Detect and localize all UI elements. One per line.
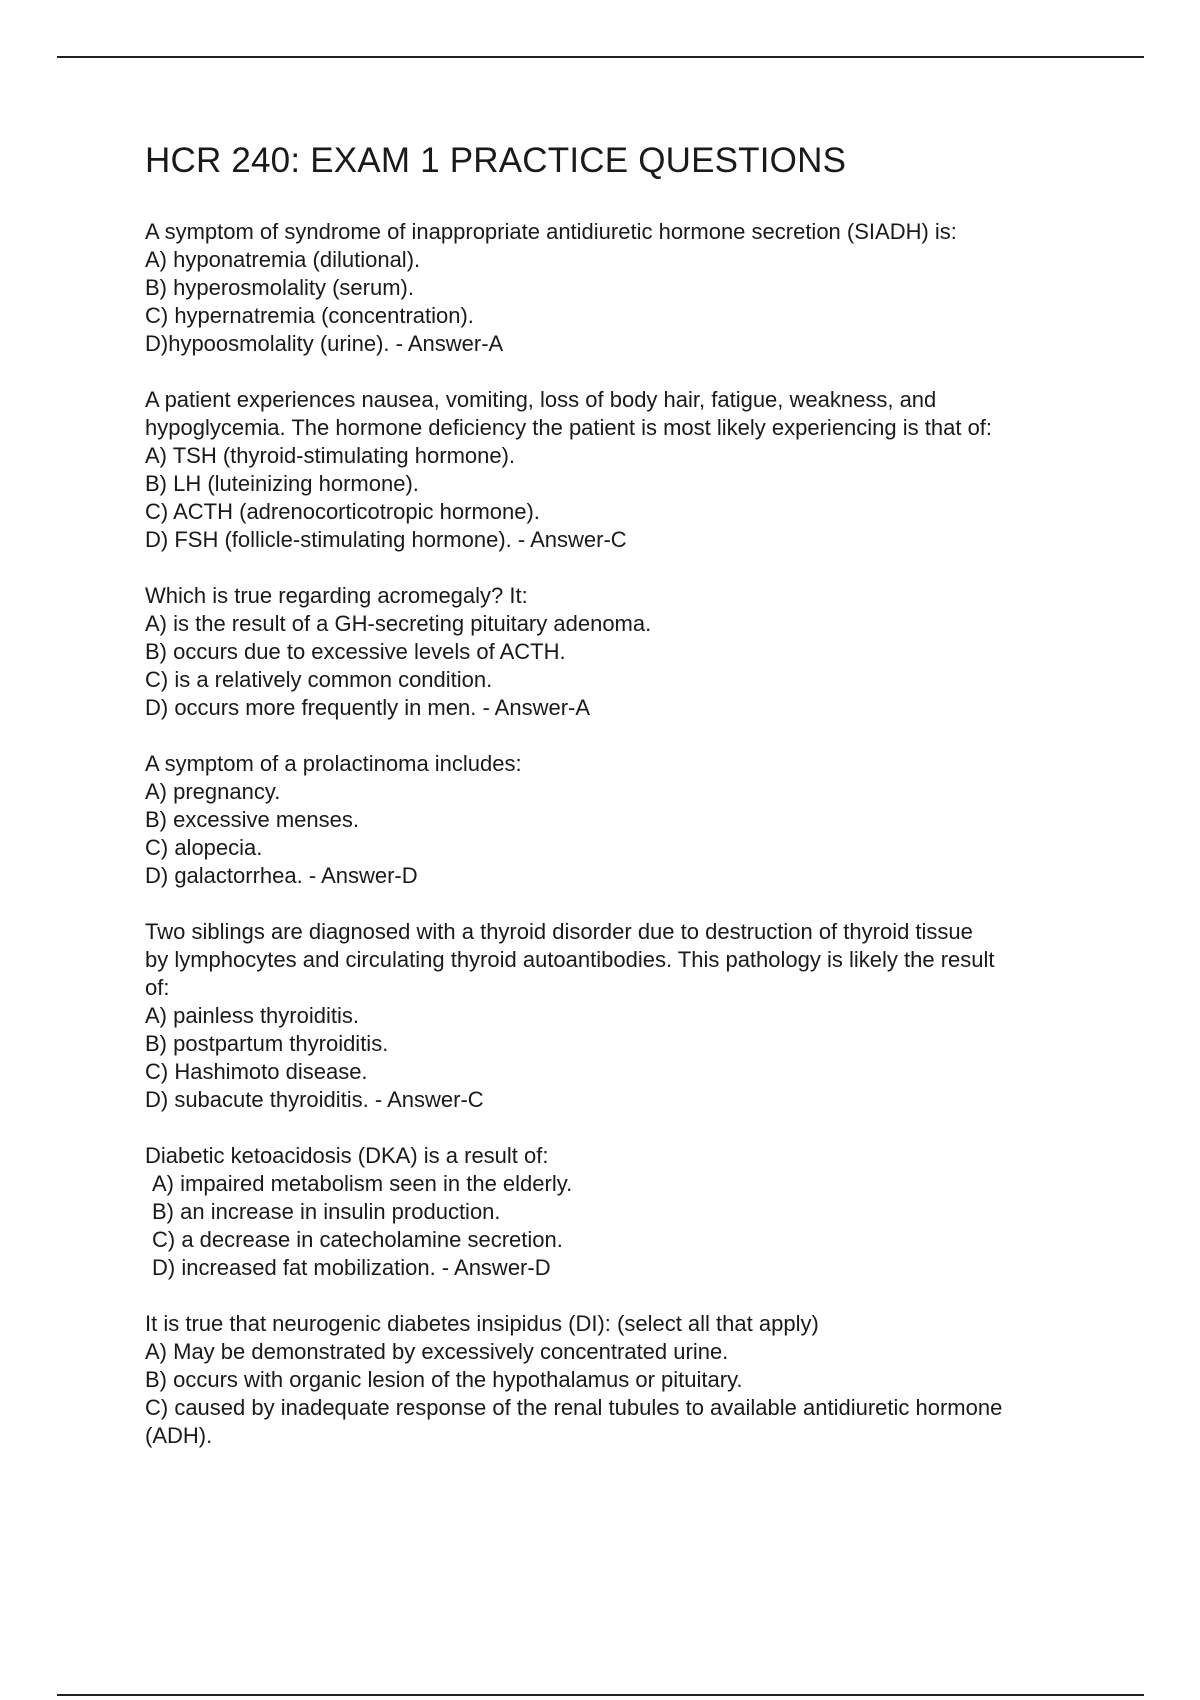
option-d: D) subacute thyroiditis. - Answer-C: [145, 1087, 484, 1112]
question-stem: It is true that neurogenic diabetes insipidus (DI): (select all that apply): [145, 1311, 819, 1336]
document-title: HCR 240: EXAM 1 PRACTICE QUESTIONS: [145, 141, 847, 180]
question-2: [145, 386, 1095, 554]
option-a: A) pregnancy.: [145, 779, 281, 804]
option-c: C) hypernatremia (concentration).: [145, 303, 474, 328]
option-a: A) impaired metabolism seen in the elderly.: [152, 1171, 573, 1196]
option-b: B) occurs with organic lesion of the hypothalamus or pituitary.: [145, 1367, 743, 1392]
option-b: B) excessive menses.: [145, 807, 359, 832]
option-d: D) galactorrhea. - Answer-D: [145, 863, 418, 888]
option-c: C) a decrease in catecholamine secretion.: [152, 1227, 563, 1252]
question-7: [145, 1310, 1095, 1450]
option-d: D) increased fat mobilization. - Answer-D: [152, 1255, 551, 1280]
question-stem: A symptom of a prolactinoma includes:: [145, 751, 522, 776]
option-c-continued: (ADH).: [145, 1423, 213, 1448]
question-stem: A patient experiences nausea, vomiting, loss of body hair, fatigue, weakness, and: [145, 387, 937, 412]
bottom-rule: [57, 1694, 1144, 1696]
question-5: [145, 918, 1095, 1114]
question-6: [145, 1142, 1095, 1282]
question-stem: hypoglycemia. The hormone deficiency the patient is most likely experiencing is that of:: [145, 415, 993, 440]
option-c: C) caused by inadequate response of the renal tubules to available antidiuretic hormone: [145, 1395, 1003, 1420]
question-stem: Two siblings are diagnosed with a thyroid disorder due to destruction of thyroid tissue: [145, 919, 973, 944]
option-b: B) occurs due to excessive levels of ACTH.: [145, 639, 566, 664]
option-c: C) Hashimoto disease.: [145, 1059, 368, 1084]
option-a: A) May be demonstrated by excessively concentrated urine.: [145, 1339, 729, 1364]
option-c: C) alopecia.: [145, 835, 263, 860]
option-d: D) occurs more frequently in men. - Answer-A: [145, 695, 591, 720]
question-stem: Diabetic ketoacidosis (DKA) is a result of:: [145, 1143, 549, 1168]
question-1: [145, 218, 1095, 358]
question-stem: of:: [145, 975, 170, 1000]
option-d: D)hypoosmolality (urine). - Answer-A: [145, 331, 504, 356]
option-a: A) painless thyroiditis.: [145, 1003, 359, 1028]
option-b: B) postpartum thyroiditis.: [145, 1031, 389, 1056]
question-4: [145, 750, 1095, 890]
question-stem: Which is true regarding acromegaly? It:: [145, 583, 528, 608]
question-stem: A symptom of syndrome of inappropriate antidiuretic hormone secretion (SIADH) is:: [145, 219, 957, 244]
option-b: B) an increase in insulin production.: [152, 1199, 501, 1224]
option-a: A) TSH (thyroid-stimulating hormone).: [145, 443, 516, 468]
option-c: C) is a relatively common condition.: [145, 667, 493, 692]
question-stem: by lymphocytes and circulating thyroid autoantibodies. This pathology is likely the result: [145, 947, 995, 972]
option-c: C) ACTH (adrenocorticotropic hormone).: [145, 499, 540, 524]
option-b: B) LH (luteinizing hormone).: [145, 471, 419, 496]
question-3: [145, 582, 1095, 722]
option-d: D) FSH (follicle-stimulating hormone). - Answer-C: [145, 527, 627, 552]
document-body: [145, 140, 1095, 1478]
option-b: B) hyperosmolality (serum).: [145, 275, 414, 300]
option-a: A) is the result of a GH-secreting pituitary adenoma.: [145, 611, 652, 636]
option-a: A) hyponatremia (dilutional).: [145, 247, 421, 272]
top-rule: [57, 56, 1144, 58]
